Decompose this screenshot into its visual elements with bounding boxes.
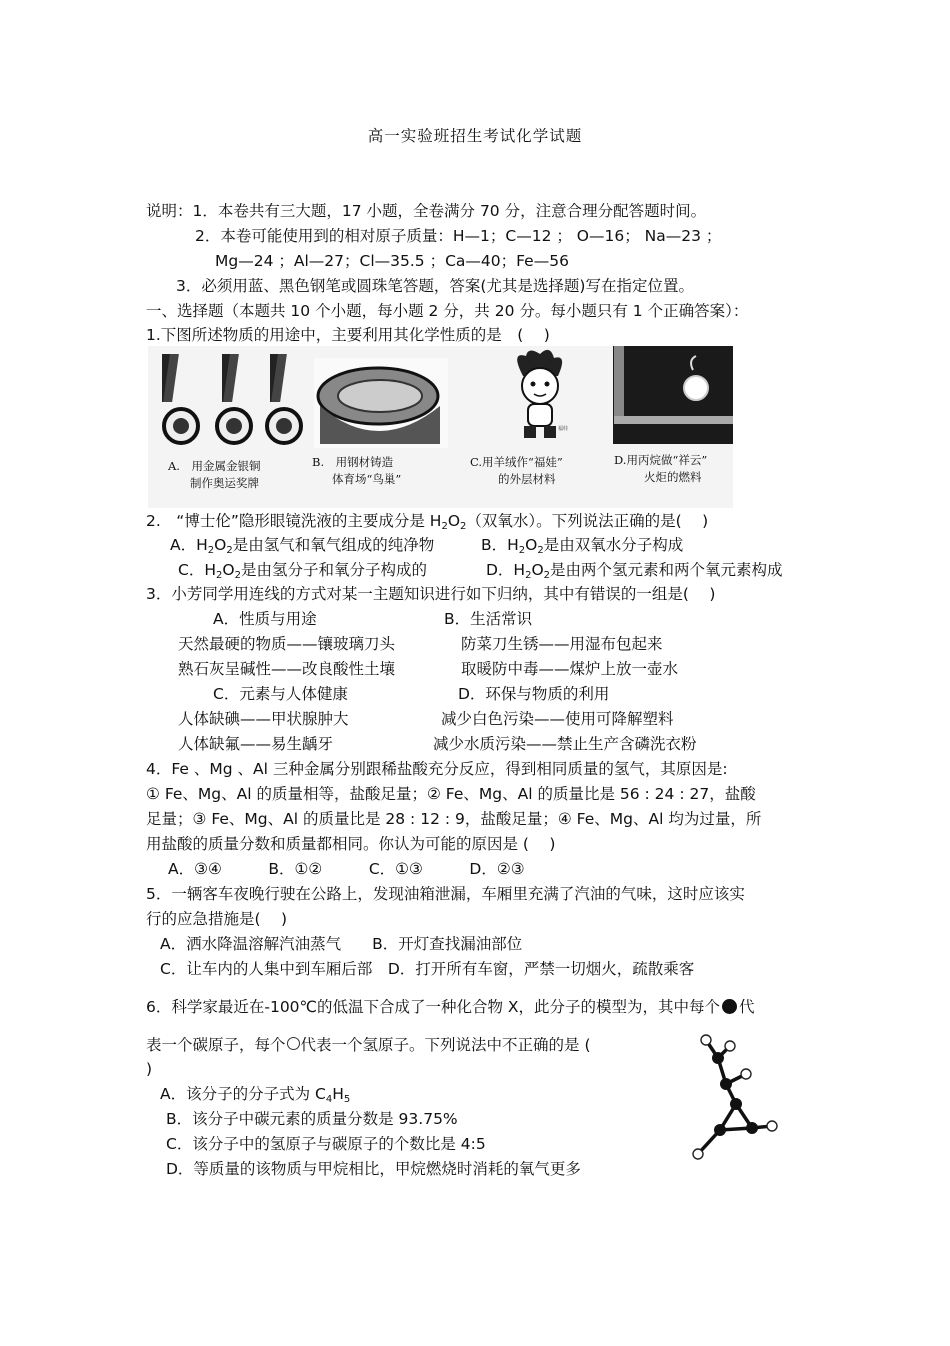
question-2-stem xyxy=(146,510,708,532)
subscript: 2 xyxy=(537,545,544,556)
question-6-option-d: D．等质量的该物质与甲烷相比，甲烷燃烧时消耗的氧气更多 xyxy=(166,1160,581,1178)
molecule-model-image xyxy=(686,1028,786,1168)
caption-c-line2: 的外层材料 xyxy=(498,472,556,486)
q3-group-b-heading: B．生活常识 xyxy=(444,610,533,628)
torch-image xyxy=(613,346,733,444)
opt-text: D．H xyxy=(486,561,526,579)
note-3: 3．必须用蓝、黑色钢笔或圆珠笔答题，答案(尤其是选择题)写在指定位置。 xyxy=(176,277,694,295)
caption-a-line2: 制作奥运奖牌 xyxy=(190,476,259,490)
q6-text: 6．科学家最近在-100℃的低温下合成了一种化合物 X，此分子的模型为，其中每个 xyxy=(146,998,720,1016)
q6-text: 代表一个氢原子。下列说法中不正确的是 ( xyxy=(300,1036,591,1054)
q3-d-item-1: 减少白色污染——使用可降解塑料 xyxy=(441,710,674,728)
q6-text: H xyxy=(332,1085,344,1103)
hydrogen-atom-icon xyxy=(287,1037,300,1050)
caption-a-line1: A. 用金属金银铜 xyxy=(168,459,261,473)
opt-text: O xyxy=(531,561,544,579)
question-1-stem: 1.下图所述物质的用途中，主要利用其化学性质的是 ( ) xyxy=(146,326,550,344)
caption-d-line1: D.用丙烷做“祥云” xyxy=(614,453,708,467)
q2-stem-pre: 2. “博士伦”隐形眼镜洗液的主要成分是 H xyxy=(146,512,442,530)
subscript: 2 xyxy=(543,570,551,581)
opt-text: A．H xyxy=(170,536,208,554)
question-6-line-2 xyxy=(146,1034,591,1056)
q6-text: 表一个碳原子，每个 xyxy=(146,1036,286,1054)
opt-text: 是由氢分子和氧分子构成的 xyxy=(240,561,427,579)
opt-text: O xyxy=(214,536,227,554)
q2-stem-post: O xyxy=(447,512,461,530)
question-6-option-a xyxy=(160,1083,350,1105)
fuwa-mascot-image xyxy=(517,350,568,438)
q3-group-c-heading: C．元素与人体健康 xyxy=(213,685,348,703)
q3-b-item-1: 防菜刀生锈——用湿布包起来 xyxy=(461,635,663,653)
svg-text:福娃: 福娃 xyxy=(558,426,569,432)
question-2-option-a xyxy=(170,534,434,556)
question-2-option-d xyxy=(486,559,783,581)
exam-title: 高一实验班招生考试化学试题 xyxy=(367,127,583,145)
q3-a-item-1: 天然最硬的物质——镶玻璃刀头 xyxy=(178,635,396,653)
section-heading: 一、选择题（本题共 10 个小题，每小题 2 分，共 20 分。每小题只有 1 个正确答案）： xyxy=(146,302,749,320)
caption-b-line2: 体育场“鸟巢” xyxy=(332,472,402,486)
question-6-line-1 xyxy=(146,996,755,1018)
subscript: 2 xyxy=(460,521,467,532)
subscript: 2 xyxy=(207,545,215,556)
note-2: 2．本卷可能使用到的相对原子质量：H—1；C—12 ； O—16； Na—23 ； xyxy=(195,227,722,245)
question-4-line-2: ① Fe、Mg、Al 的质量相等，盐酸足量；② Fe、Mg、Al 的质量比是 56 : 24 : 27，盐酸 xyxy=(146,785,756,803)
q6-text: A．该分子的分子式为 C xyxy=(160,1085,326,1103)
question-3-stem: 3．小芳同学用连线的方式对某一主题知识进行如下归纳，其中有错误的一组是( ) xyxy=(146,585,716,603)
caption-d-line2: 火炬的燃料 xyxy=(644,470,702,484)
question-4-options: A．③④ B．①② C．①③ D．②③ xyxy=(168,860,525,878)
question-4-line-3: 足量；③ Fe、Mg、Al 的质量比是 28 : 12 : 9，盐酸足量；④ Fe、Mg、Al 均为过量，所 xyxy=(146,810,762,828)
opt-text: 是由氢气和氧气组成的纯净物 xyxy=(232,536,435,554)
opt-text: 是由双氧水分子构成 xyxy=(543,536,684,554)
q3-group-a-heading: A．性质与用途 xyxy=(213,610,317,628)
question-1-figure xyxy=(148,346,733,508)
carbon-atom-icon xyxy=(722,999,737,1014)
medals-image xyxy=(162,354,301,443)
question-6-line-3: ) xyxy=(146,1060,153,1078)
q3-d-item-2: 减少水质污染——禁止生产含磷洗衣粉 xyxy=(433,735,697,753)
question-5-line-2: 行的应急措施是( ) xyxy=(146,910,288,928)
q3-group-d-heading: D．环保与物质的利用 xyxy=(458,685,610,703)
caption-c-line1: C.用羊绒作“福娃” xyxy=(470,455,563,469)
subscript: 5 xyxy=(343,1094,351,1105)
q6-text: 代 xyxy=(739,998,755,1016)
birds-nest-image xyxy=(314,358,448,448)
q2-stem-tail: （双氧水）。下列说法正确的是( ) xyxy=(466,512,709,530)
question-5-options-ab: A．洒水降温溶解汽油蒸气 B．开灯查找漏油部位 xyxy=(160,935,523,953)
caption-b-line1: B. 用钢材铸造 xyxy=(312,455,394,469)
subscript: 2 xyxy=(215,570,223,581)
q3-c-item-1: 人体缺碘——甲状腺肿大 xyxy=(178,710,349,728)
question-6-option-c: C．该分子中的氢原子与碳原子的个数比是 4:5 xyxy=(166,1135,486,1153)
opt-text: O xyxy=(525,536,538,554)
q3-b-item-2: 取暖防中毒——煤炉上放一壶水 xyxy=(461,660,679,678)
subscript: 2 xyxy=(226,545,233,556)
q3-a-item-2: 熟石灰呈碱性——改良酸性土壤 xyxy=(178,660,396,678)
question-5-options-cd: C．让车内的人集中到车厢后部 D．打开所有车窗，严禁一切烟火，疏散乘客 xyxy=(160,960,695,978)
question-6-option-b: B．该分子中碳元素的质量分数是 93.75% xyxy=(166,1110,458,1128)
opt-text: 是由两个氢元素和两个氧元素构成 xyxy=(550,561,783,579)
opt-text: C．H xyxy=(178,561,216,579)
subscript: 2 xyxy=(441,521,448,532)
opt-text: O xyxy=(222,561,235,579)
subscript: 2 xyxy=(518,545,526,556)
note-2-continued: Mg—24 ；Al—27；Cl—35.5 ；Ca—40；Fe—56 xyxy=(215,252,569,270)
question-2-option-c xyxy=(178,559,427,581)
subscript: 2 xyxy=(234,570,241,581)
question-4-line-1: 4．Fe 、Mg 、Al 三种金属分别跟稀盐酸充分反应，得到相同质量的氢气，其原因是: xyxy=(146,760,728,778)
opt-text: B．H xyxy=(481,536,519,554)
question-4-line-4: 用盐酸的质量分数和质量都相同。你认为可能的原因是 ( ) xyxy=(146,835,556,853)
question-5-line-1: 5．一辆客车夜晚行驶在公路上，发现油箱泄漏，车厢里充满了汽油的气味，这时应该实 xyxy=(146,885,745,903)
subscript: 4 xyxy=(325,1094,333,1105)
q3-c-item-2: 人体缺氟——易生龋牙 xyxy=(178,735,334,753)
note-1: 说明：1．本卷共有三大题，17 小题，全卷满分 70 分，注意合理分配答题时间。 xyxy=(146,202,707,220)
question-2-option-b xyxy=(481,534,683,556)
subscript: 2 xyxy=(525,570,532,581)
